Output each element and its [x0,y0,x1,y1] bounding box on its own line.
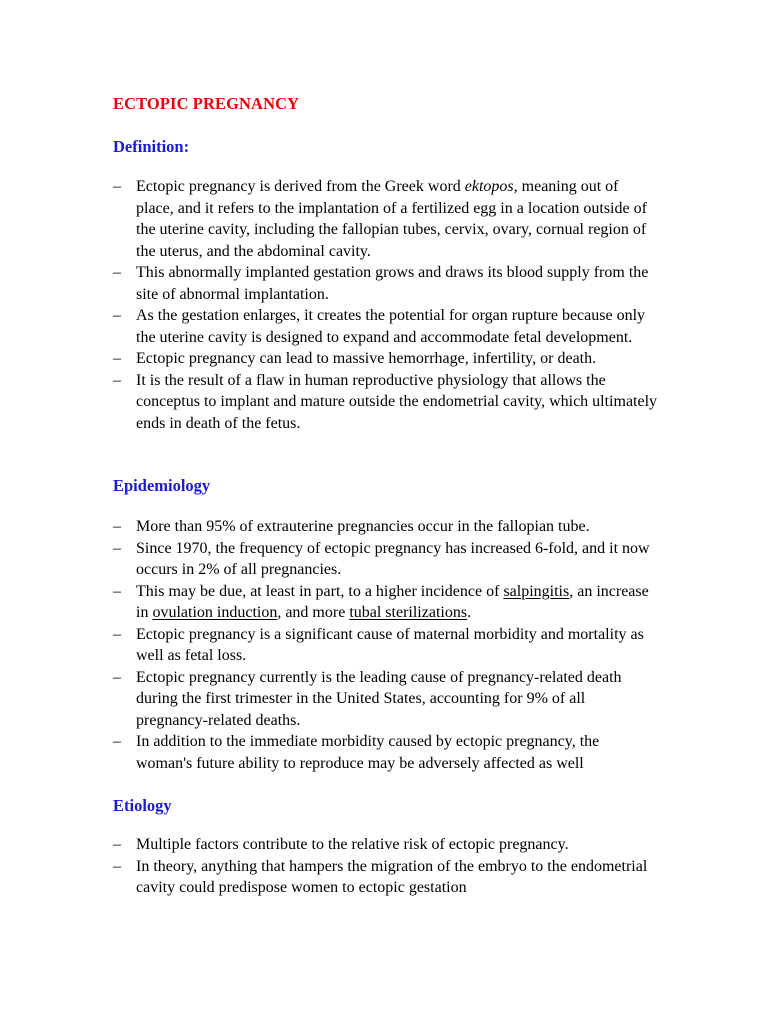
epidemiology-list [113,516,658,774]
ovulation-induction-link[interactable]: ovulation induction [152,604,278,621]
bullet-dash: – [113,668,121,686]
bullet-dash: – [113,518,121,535]
list-item: – This may be due, at least in part, to a higher incidence of salpingitis, an increase in ovulation induction, and more tubal sterilizations. [113,582,649,621]
etiology-heading: Etiology [113,796,172,815]
list-item: – It is the result of a flaw in human reproductive physiology that allows the conceptus to implant and mature outside the endometrial cavity, which ultimately ends in death of the fetus. [113,371,658,432]
greek-term: ektopos, [464,178,518,195]
bullet-dash: – [113,264,121,281]
bullet-dash: – [113,733,121,750]
list-item: – Since 1970, the frequency of ectopic pregnancy has increased 6-fold, and it now occurs in 2% of all pregnancies. [113,539,650,578]
bullet-dash: – [113,836,121,853]
list-item: – Multiple factors contribute to the relative risk of ectopic pregnancy. [113,834,658,856]
list-item: – Ectopic pregnancy is a significant cause of maternal morbidity and mortality as well as fetal loss. [113,625,644,664]
bullet-dash: – [113,625,121,643]
list-item: – Ectopic pregnancy currently is the leading cause of pregnancy-related death during the first trimester in the United States, accounting for 9% of all pregnancy-related deaths. [113,668,622,729]
bullet-dash: – [113,539,121,557]
bullet-dash: – [113,857,121,875]
bullet-dash: – [113,371,121,389]
list-item: – As the gestation enlarges, it creates the potential for organ rupture because only the uterine cavity is designed to expand and accommodate fetal development. [113,307,646,346]
list-item: – In theory, anything that hampers the migration of the embryo to the endometrial cavity could predispose women to ectopic gestation [113,857,648,896]
bullet-dash: – [113,307,121,324]
list-item: – This abnormally implanted gestation grows and draws its blood supply from the site of abnormal implantation. [113,264,649,303]
bullet-dash: – [113,582,121,600]
etiology-list [113,834,658,899]
salpingitis-link[interactable]: salpingitis [503,582,570,600]
list-item: – Ectopic pregnancy can lead to massive hemorrhage, infertility, or death. [113,348,658,370]
bullet-dash: – [113,350,121,367]
definition-heading: Definition: [113,137,190,156]
list-item: – Ectopic pregnancy is derived from the Greek word ektopos, meaning out of place, and it refers to the implantation of a fertilized egg in a location outside of the uterine cavity, including the fallopian tubes, cervix, ovary, cornual region of the uterus, and the abdominal cavity. [113,178,647,260]
list-item: – More than 95% of extrauterine pregnancies occur in the fallopian tube. [113,516,658,538]
list-item: – In addition to the immediate morbidity caused by ectopic pregnancy, the woman's future ability to reproduce may be adversely affected as well [113,733,600,772]
epidemiology-heading: Epidemiology [113,476,211,495]
definition-list [113,176,658,434]
bullet-dash: – [113,178,121,195]
document-title: ECTOPIC PREGNANCY [113,94,300,113]
tubal-sterilizations-link[interactable]: tubal sterilizations [349,604,468,621]
